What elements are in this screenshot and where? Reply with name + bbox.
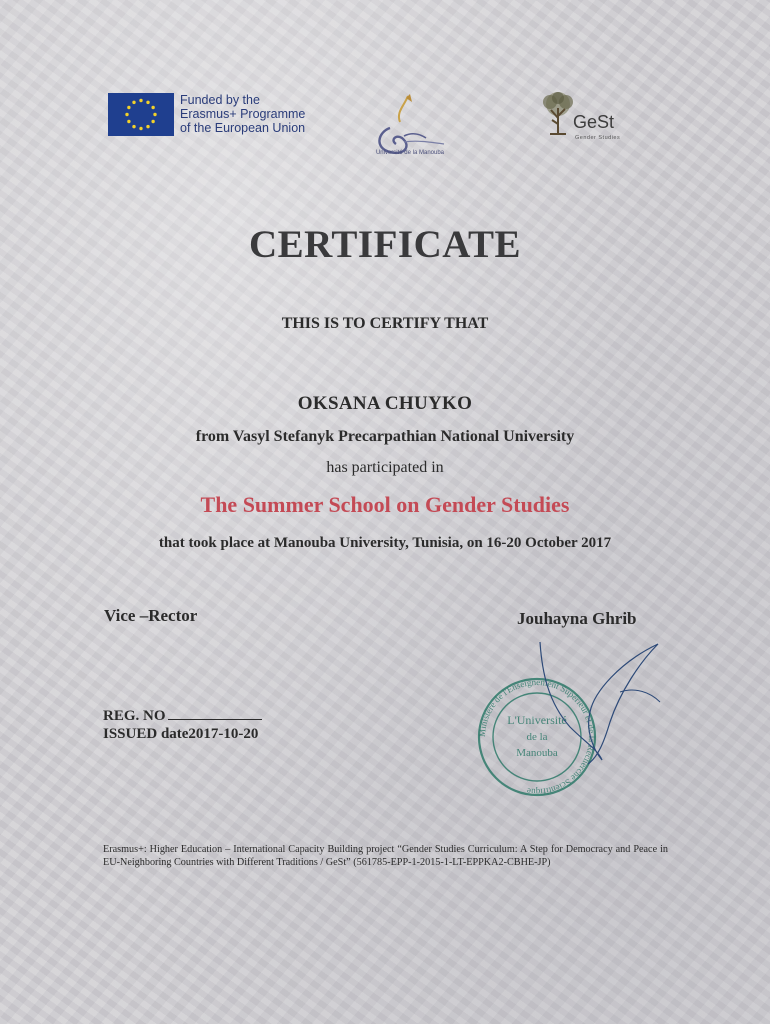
event-place: that took place at Manouba University, Tunisia, on 16-20 October 2017 xyxy=(158,535,612,551)
eu-line-3: of the European Union xyxy=(180,121,306,135)
official-stamp-icon xyxy=(470,632,670,797)
eu-star xyxy=(127,106,130,109)
eu-flag-icon xyxy=(108,93,174,136)
issued-date: ISSUED date2017-10-20 xyxy=(103,726,259,742)
certify-line: THIS IS TO CERTIFY THAT xyxy=(281,315,489,332)
stamp-line-3: Manouba xyxy=(516,747,558,759)
eu-star xyxy=(132,125,135,128)
eu-star xyxy=(151,120,154,123)
signature-strokes xyxy=(540,642,658,764)
stamp-line-2: de la xyxy=(526,731,548,743)
eu-star xyxy=(146,101,149,104)
eu-star xyxy=(153,113,156,116)
gest-name: GeSt xyxy=(573,112,615,132)
recipient-name: OKSANA CHUYKO xyxy=(297,393,473,414)
gest-subtitle: Gender Studies xyxy=(575,135,621,141)
tree-icon xyxy=(538,90,578,136)
event-title: The Summer School on Gender Studies xyxy=(200,492,570,517)
registration-number xyxy=(103,706,262,725)
eu-line-2: Erasmus+ Programme xyxy=(180,107,306,121)
stamp-line-1: L'Université xyxy=(507,713,567,727)
recipient-institution: from Vasyl Stefanyk Precarpathian National University xyxy=(195,428,575,445)
signatory-name: Jouhayna Ghrib xyxy=(517,609,637,628)
participated-line: has participated in xyxy=(326,459,444,476)
reg-blank-line xyxy=(168,706,262,720)
manouba-caption: Université de la Manouba xyxy=(375,150,445,156)
certificate-title: CERTIFICATE xyxy=(248,223,522,266)
signatory-title: Vice –Rector xyxy=(104,606,198,625)
project-footnote: Erasmus+: Higher Education – International Capacity Building project “Gender Studies Curriculum: A Step for Democracy and Peace in EU-Neighboring Countries with Different Traditions / GeSt” (561785-EPP-1-2015-1-LT-EPPKA2-CBHE-JP) xyxy=(103,844,668,868)
eu-funding-text xyxy=(180,93,340,135)
eu-star xyxy=(139,99,142,102)
eu-line-1: Funded by the xyxy=(180,93,260,107)
eu-star xyxy=(151,106,154,109)
reg-label: REG. NO xyxy=(103,708,166,724)
eu-star xyxy=(139,127,142,130)
stamp-ring-text: Ministère de l'Enseignement Supérieur et de la Recherche Scientifique xyxy=(476,676,598,797)
eu-star xyxy=(132,101,135,104)
eu-star xyxy=(125,113,128,116)
eu-star xyxy=(146,125,149,128)
eu-star xyxy=(127,120,130,123)
